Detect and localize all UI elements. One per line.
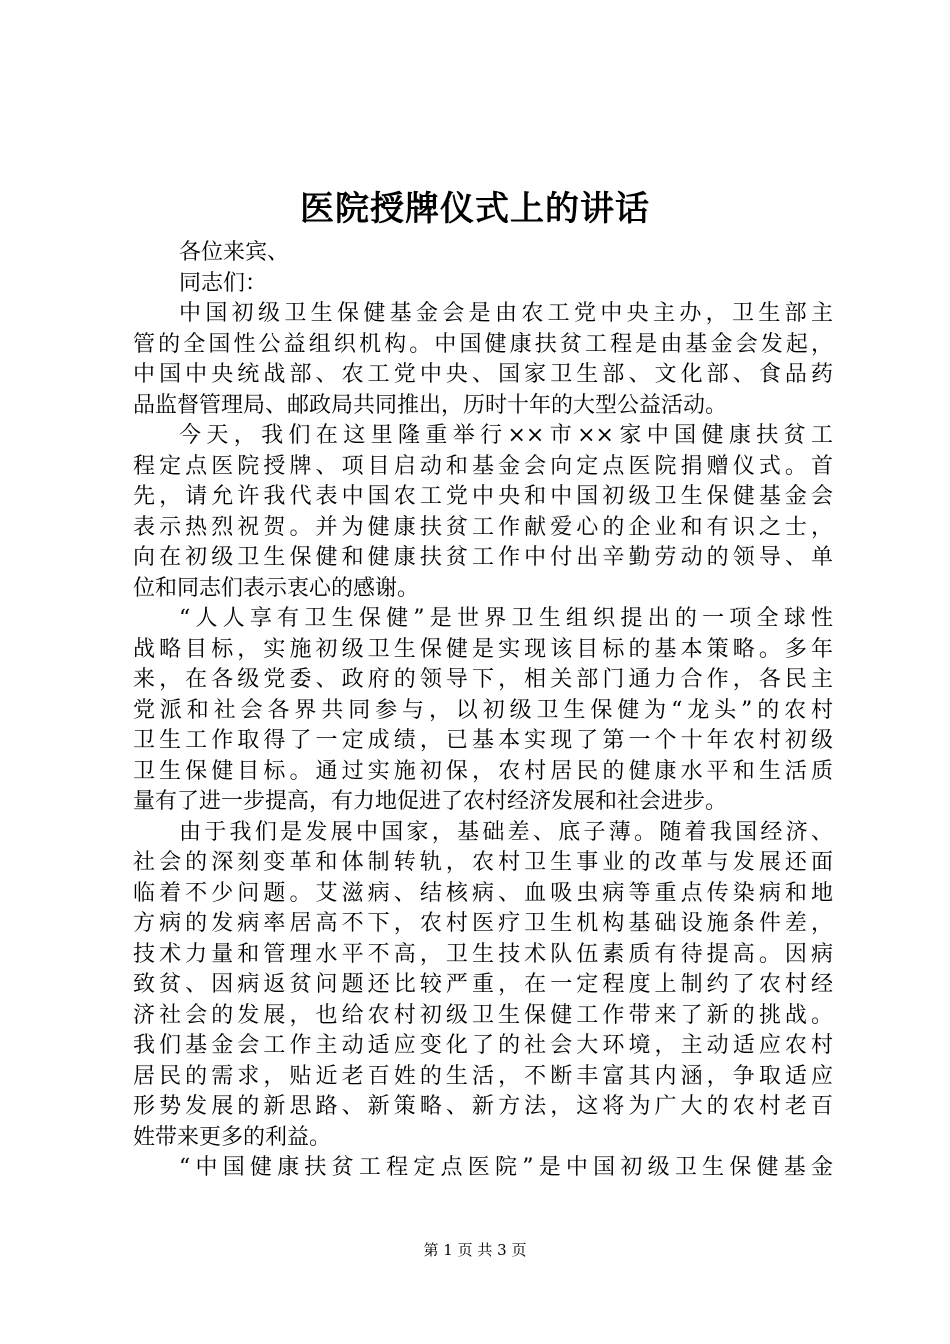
text-line: 技术力量和管理水平不高，卫生技术队伍素质有待提高。因病 <box>133 941 833 967</box>
text-line: “人人享有卫生保健”是世界卫生组织提出的一项全球性 <box>179 606 833 631</box>
text-line: 姓带来更多的利益。 <box>133 1124 332 1150</box>
text-line: 量有了进一步提高，有力地促进了农村经济发展和社会进步。 <box>133 789 728 814</box>
text-line: 各位来宾、 <box>179 240 290 265</box>
document-title: 医院授牌仪式上的讲话 <box>300 189 650 229</box>
text-line: 卫生保健目标。通过实施初保，农村居民的健康水平和生活质 <box>133 758 833 784</box>
text-line: 中国中央统战部、农工党中央、国家卫生部、文化部、食品药 <box>133 362 833 387</box>
text-line: 临着不少问题。艾滋病、结核病、血吸虫病等重点传染病和地 <box>133 880 833 906</box>
text-line: 中国初级卫生保健基金会是由农工党中央主办，卫生部主 <box>179 301 833 326</box>
text-line: 居民的需求，贴近老百姓的生活，不断丰富其内涵，争取适应 <box>133 1063 833 1089</box>
text-line: 方病的发病率居高不下，农村医疗卫生机构基础设施条件差， <box>133 911 833 936</box>
text-line: 形势发展的新思路、新策略、新方法，这将为广大的农村老百 <box>133 1094 833 1119</box>
text-line: 卫生工作取得了一定成绩，已基本实现了第一个十年农村初级 <box>133 728 833 753</box>
text-line: 先，请允许我代表中国农工党中央和中国初级卫生保健基金会 <box>133 484 833 509</box>
text-line: 管的全国性公益组织机构。中国健康扶贫工程是由基金会发起， <box>133 331 833 357</box>
text-line: 同志们： <box>179 270 268 296</box>
page-number: 第 1 页 <box>423 1241 473 1259</box>
text-line: 品监督管理局、邮政局共同推出，历时十年的大型公益活动。 <box>133 392 728 418</box>
text-line: 来，在各级党委、政府的领导下，相关部门通力合作，各民主 <box>133 667 833 692</box>
text-line: 党派和社会各界共同参与，以初级卫生保健为“龙头”的农村 <box>133 697 833 723</box>
text-line: 位和同志们表示衷心的感谢。 <box>133 575 420 601</box>
text-line: 致贫、因病返贫问题还比较严重，在一定程度上制约了农村经 <box>133 972 833 997</box>
text-line: 向在初级卫生保健和健康扶贫工作中付出辛勤劳动的领导、单 <box>133 545 833 570</box>
text-line: 战略目标，实施初级卫生保健是实现该目标的基本策略。多年 <box>133 636 833 662</box>
text-line: 我们基金会工作主动适应变化了的社会大环境，主动适应农村 <box>133 1033 833 1058</box>
text-line: 社会的深刻变革和体制转轨，农村卫生事业的改革与发展还面 <box>133 850 833 875</box>
text-line: 济社会的发展，也给农村初级卫生保健工作带来了新的挑战。 <box>133 1002 833 1028</box>
text-line: “中国健康扶贫工程定点医院”是中国初级卫生保健基金 <box>179 1155 833 1180</box>
text-line: 表示热烈祝贺。并为健康扶贫工作献爱心的企业和有识之士， <box>133 514 833 540</box>
page-footer <box>0 1240 950 1260</box>
page-total: 共 3 页 <box>477 1241 527 1259</box>
text-line: 由于我们是发展中国家，基础差、底子薄。随着我国经济、 <box>179 819 833 845</box>
text-line: 程定点医院授牌、项目启动和基金会向定点医院捐赠仪式。首 <box>133 453 833 479</box>
text-line: 今天，我们在这里隆重举行××市××家中国健康扶贫工 <box>179 423 833 448</box>
document-body <box>133 238 833 1184</box>
